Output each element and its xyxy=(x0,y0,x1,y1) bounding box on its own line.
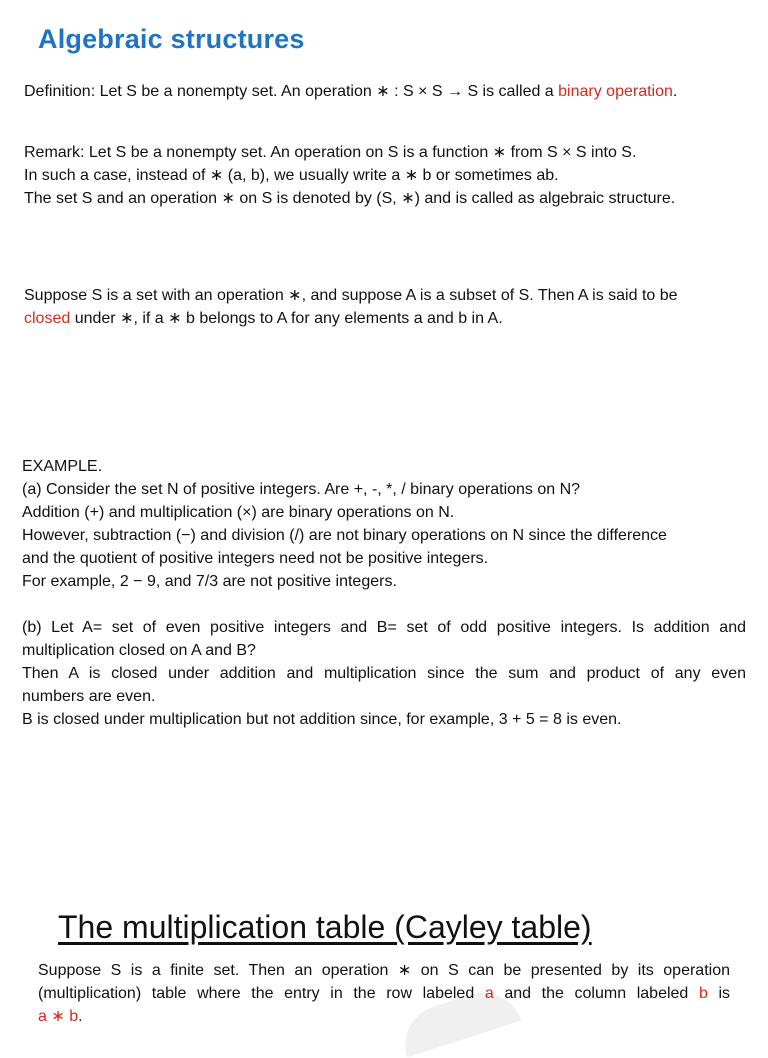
example-heading: EXAMPLE. xyxy=(22,458,103,475)
cayley-line-2-end: is xyxy=(707,985,731,1002)
cayley-line-2-start: (multiplication) table where the entry in the row labeled xyxy=(38,985,485,1002)
closed-line-2 xyxy=(24,307,503,330)
closed-line-2-text: under ∗, if a ∗ b belongs to A for any elements a and b in A. xyxy=(70,310,503,327)
remark-line-1: Remark: Let S be a nonempty set. An operation on S is a function ∗ from S × S into S. xyxy=(24,144,637,161)
closed-line-1: Suppose S is a set with an operation ∗, and suppose A is a subset of S. Then A is said to be xyxy=(24,287,678,304)
definition-paragraph xyxy=(24,80,677,103)
cayley-line-2 xyxy=(38,982,730,1005)
binary-operation-term: binary operation xyxy=(558,83,673,100)
example-a-line-2: Addition (+) and multiplication (×) are binary operations on N. xyxy=(22,504,455,521)
remark-line-2: In such a case, instead of ∗ (a, b), we usually write a ∗ b or sometimes ab. xyxy=(24,167,559,184)
cayley-line-2-middle: and the column labeled xyxy=(493,985,699,1002)
a-star-b-expression: a ∗ b xyxy=(38,1008,79,1025)
cayley-table-heading: The multiplication table (Cayley table) xyxy=(58,909,592,945)
definition-text: Definition: Let S be a nonempty set. An operation ∗ : S × S → S is called a xyxy=(24,83,559,100)
example-a-line-4: and the quotient of positive integers need not be positive integers. xyxy=(22,550,489,567)
remark-line-3: The set S and an operation ∗ on S is denoted by (S, ∗) and is called as algebraic structure. xyxy=(24,190,676,207)
row-label-a: a xyxy=(484,985,494,1002)
cayley-line-3 xyxy=(38,1005,83,1028)
example-b-line-1: (b) Let A= set of even positive integers and B= set of odd positive integers. Is addition and xyxy=(22,619,746,636)
closed-term: closed xyxy=(24,310,71,327)
cayley-line-3-end: . xyxy=(78,1008,83,1025)
example-b-line-5: B is closed under multiplication but not addition since, for example, 3 + 5 = 8 is even. xyxy=(22,711,622,728)
example-a-line-5: For example, 2 − 9, and 7/3 are not positive integers. xyxy=(22,573,397,590)
example-b-line-3: Then A is closed under addition and multiplication since the sum and product of any even xyxy=(22,665,746,682)
page-title: Algebraic structures xyxy=(38,24,305,54)
example-b-line-4: numbers are even. xyxy=(22,688,156,705)
definition-end: . xyxy=(672,83,678,100)
column-label-b: b xyxy=(698,985,708,1002)
example-a-line-3: However, subtraction (−) and division (/) are not binary operations on N since the difference xyxy=(22,527,667,544)
cayley-line-1: Suppose S is a finite set. Then an operation ∗ on S can be presented by its operation xyxy=(38,962,730,979)
example-b-line-2: multiplication closed on A and B? xyxy=(22,642,256,659)
example-a-line-1: (a) Consider the set N of positive integers. Are +, -, *, / binary operations on N? xyxy=(22,481,581,498)
